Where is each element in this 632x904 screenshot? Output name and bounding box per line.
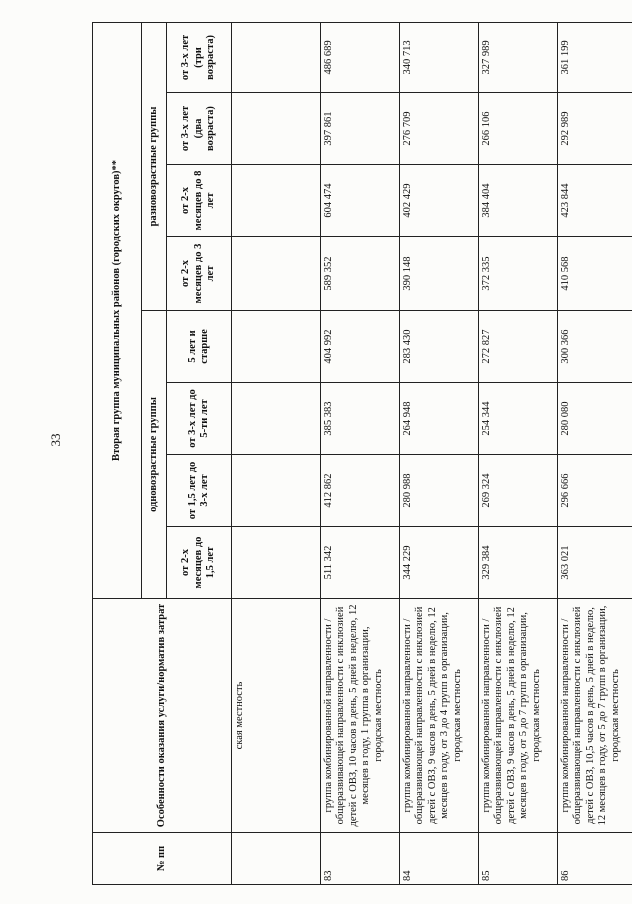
- header-number: № пп: [93, 833, 232, 885]
- row-description: группа комбинированной направленности / общеразвивающей направленности с инклюзией детей с ОВЗ, 10 часов в день, 5 дней в неделю, 12 месяцев в году, 1 группа в организации, городская местность: [321, 599, 400, 833]
- row-number: 86: [558, 833, 632, 885]
- header-row-group: [93, 22, 142, 884]
- row-value: 292 989: [558, 93, 632, 165]
- page-number: 33: [48, 433, 63, 447]
- row-value: 511 342: [321, 527, 400, 599]
- row-value: 300 366: [558, 311, 632, 383]
- row-value: 280 080: [558, 383, 632, 455]
- row-description: группа комбинированной направленности / общеразвивающей направленности с инклюзией детей с ОВЗ, 9 часов в день, 5 дней в неделю, 12 месяцев в году, от 3 до 4 групп в организации, городская местность: [400, 599, 479, 833]
- row-value: 410 568: [558, 237, 632, 311]
- row-value: 254 344: [479, 383, 558, 455]
- row-value: 384 404: [479, 165, 558, 237]
- row-value: 340 713: [400, 22, 479, 92]
- header-col-3: от 3-х лет до 5-ти лет: [167, 383, 232, 455]
- row-value: 589 352: [321, 237, 400, 311]
- table-row: [321, 22, 400, 884]
- header-col-1: от 2-х месяцев до 1,5 лет: [167, 527, 232, 599]
- header-col-8: от 3-х лет (три возраста): [167, 22, 232, 92]
- header-features: Особенности оказания услуги/норматив затрат: [93, 599, 232, 833]
- row-value: 329 384: [479, 527, 558, 599]
- row-value: 385 383: [321, 383, 400, 455]
- row-value: 372 335: [479, 237, 558, 311]
- row-value: 604 474: [321, 165, 400, 237]
- row-value: 361 199: [558, 22, 632, 92]
- row-value: 486 689: [321, 22, 400, 92]
- table-row: [479, 22, 558, 884]
- header-col-6: от 2-х месяцев до 8 лет: [167, 165, 232, 237]
- row-value: 423 844: [558, 165, 632, 237]
- row-number: 84: [400, 833, 479, 885]
- header-col-2: от 1,5 лет до 3-х лет: [167, 455, 232, 527]
- header-col-4: 5 лет и старше: [167, 311, 232, 383]
- row-value: 404 992: [321, 311, 400, 383]
- row-value: 296 666: [558, 455, 632, 527]
- row-value: 397 861: [321, 93, 400, 165]
- table-row: [558, 22, 632, 884]
- row-value: 344 229: [400, 527, 479, 599]
- row-description: группа комбинированной направленности / общеразвивающей направленности с инклюзией детей с ОВЗ, 9 часов в день, 5 дней в неделю, 12 месяцев в году, от 5 до 7 групп в организации, городская местность: [479, 599, 558, 833]
- continuation-number: [232, 833, 321, 885]
- table-row: [400, 22, 479, 884]
- header-same-age: одновозрастные группы: [142, 311, 167, 599]
- continuation-row: [232, 22, 321, 884]
- continuation-text: ская местность: [232, 599, 321, 833]
- row-value: 276 709: [400, 93, 479, 165]
- header-group: Вторая группа муниципальных районов (городских округов)**: [93, 22, 142, 598]
- header-col-5: от 2-х месяцев до 3 лет: [167, 237, 232, 311]
- header-col-7: от 3-х лет (два возраста): [167, 93, 232, 165]
- row-value: 283 430: [400, 311, 479, 383]
- row-value: 327 989: [479, 22, 558, 92]
- cost-norms-table: [92, 22, 632, 885]
- row-value: 269 324: [479, 455, 558, 527]
- row-number: 83: [321, 833, 400, 885]
- row-value: 412 862: [321, 455, 400, 527]
- row-value: 272 827: [479, 311, 558, 383]
- row-value: 280 988: [400, 455, 479, 527]
- row-description: группа комбинированной направленности / общеразвивающей направленности с инклюзией детей с ОВЗ, 10,5 часов в день, 5 дней в неделю, 12 месяцев в году, от 5 до 7 групп в организации, городская местность: [558, 599, 632, 833]
- row-value: 264 948: [400, 383, 479, 455]
- header-mixed-age: разновозрастные группы: [142, 22, 167, 310]
- row-number: 85: [479, 833, 558, 885]
- row-value: 266 106: [479, 93, 558, 165]
- rotated-page: [92, 23, 621, 885]
- row-value: 402 429: [400, 165, 479, 237]
- row-value: 363 021: [558, 527, 632, 599]
- row-value: 390 148: [400, 237, 479, 311]
